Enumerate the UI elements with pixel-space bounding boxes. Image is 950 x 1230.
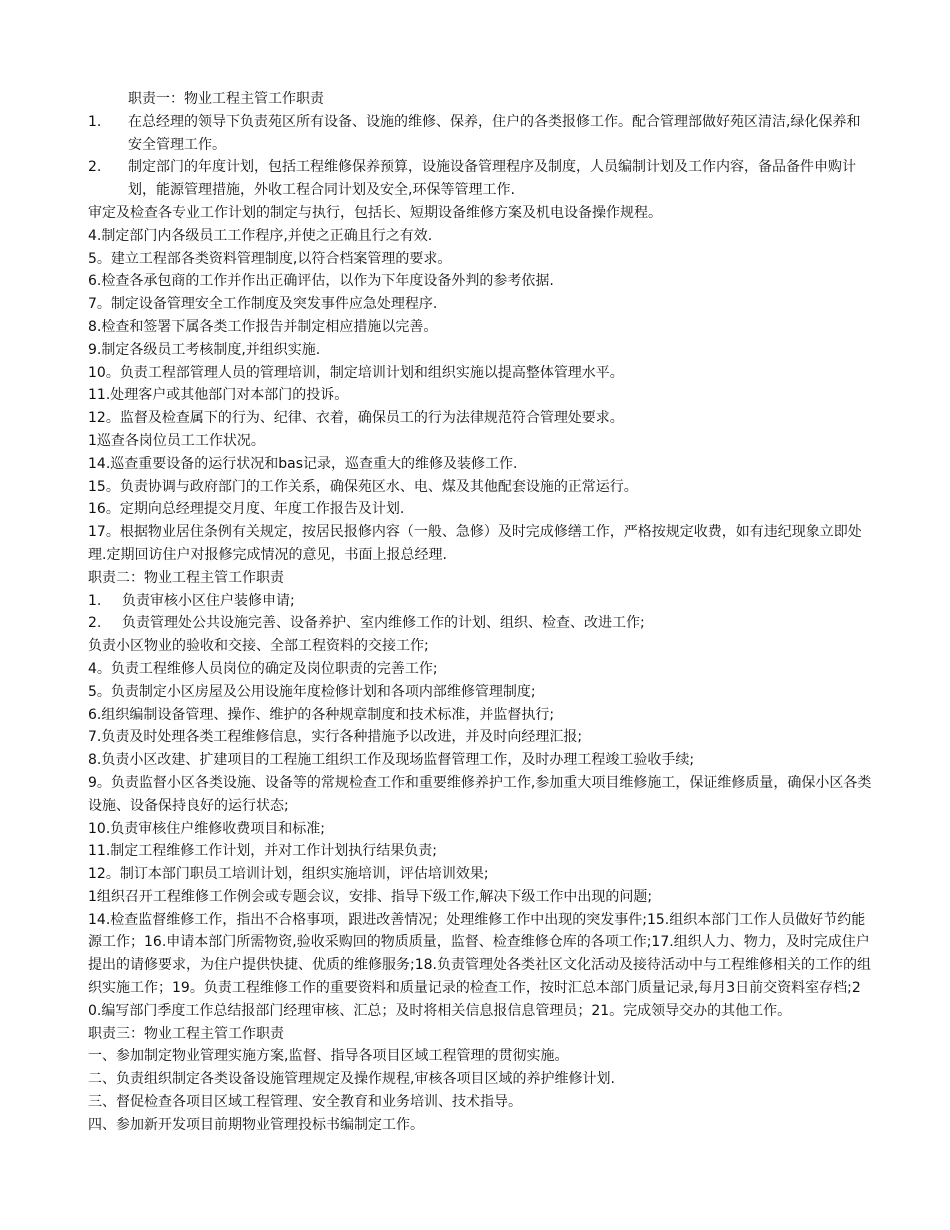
paragraph-line: 四、参加新开发项目前期物业管理投标书编制定工作。 — [88, 1116, 424, 1133]
paragraph-line: 一、参加制定物业管理实施方案,监督、指导各项目区域工程管理的贯彻实施。 — [88, 1048, 569, 1065]
paragraph-line: 12。制订本部门职员工培训计划，组织实施培训，评估培训效果; — [88, 866, 489, 883]
paragraph-line: 14.巡查重要设备的运行状况和bas记录，巡查重大的维修及装修工作. — [88, 455, 518, 472]
section1-title: 职责一：物业工程主管工作职责 — [128, 91, 324, 107]
paragraph-line: 5。负责制定小区房屋及公用设施年度检修计划和各项内部维修管理制度; — [88, 683, 536, 700]
section2-item-1 — [88, 590, 872, 613]
paragraph-line: 16。定期向总经理提交月度、年度工作报告及计划. — [88, 501, 405, 518]
paragraph-line: 11.制定工程维修工作计划，并对工作计划执行结果负责; — [88, 843, 437, 860]
section1-item-1 — [88, 111, 872, 157]
section3-title: 职责三：物业工程主管工作职责 — [88, 1025, 284, 1042]
paragraph-line: 11.处理客户或其他部门对本部门的投诉。 — [88, 387, 349, 404]
paragraph-line: 6.检查各承包商的工作并作出正确评估，以作为下年度设备外判的参考依据. — [88, 273, 554, 290]
paragraph-line: 7。制定设备管理安全工作制度及突发事件应急处理程序. — [88, 296, 438, 313]
paragraph-line: 8.检查和签署下属各类工作报告并制定相应措施以完善。 — [88, 318, 438, 335]
item-text: 在总经理的领导下负责苑区所有设备、设施的维修、保养，住户的各类报修工作。配合管理部做好苑区清洁,绿化保养和安全管理工作。 — [128, 113, 861, 153]
paragraph-line: 1巡查各岗位员工工作状况。 — [88, 432, 265, 449]
paragraph-line: 4。负责工程维修人员岗位的确定及岗位职责的完善工作; — [88, 660, 438, 677]
item-number: 2. — [88, 615, 102, 632]
paragraph-line: 8.负责小区改建、扩建项目的工程施工组织工作及现场监督管理工作，及时办理工程竣工验收手续; — [88, 752, 695, 769]
paragraph-line: 14.检查监督维修工作，指出不合格事项，跟进改善情况；处理维修工作中出现的突发事件;15.组织本部门工作人员做好节约能源工作；16.申请本部门所需物资,验收采购回的物质质量，监督、检查维修仓库的各项工作;17.组织人力、物力，及时完成住户提出的请修要求，为住户提供快捷、优质的维修服务;18.负责管理处各类社区文化活动及接待活动中与工程维修相关的工作的组织实施工作；19。负责工程维修工作的重要资料和质量记录的检查工作，按时汇总本部门质量记录,每月3日前交资料室存档;20.编写部门季度工作总结报部门经理审核、汇总；及时将相关信息报信息管理员；21。完成领导交办的其他工作。 — [88, 911, 871, 1019]
paragraph-line: 二、负责组织制定各类设备设施管理规定及操作规程,审核各项目区域的养护维修计划. — [88, 1071, 615, 1088]
item-number: 1. — [88, 592, 102, 609]
paragraph-line: 三、督促检查各项目区域工程管理、安全教育和业务培训、技术指导。 — [88, 1094, 522, 1111]
paragraph-line: 6.组织编制设备管理、操作、维护的各种规章制度和技术标准，并监督执行; — [88, 706, 555, 723]
paragraph-line: 10.负责审核住户维修收费项目和标准; — [88, 820, 325, 837]
item-text: 制定部门的年度计划，包括工程维修保养预算，设施设备管理程序及制度，人员编制计划及工作内容，备品备件申购计划，能源管理措施，外收工程合同计划及安全,环保等管理工作. — [128, 159, 856, 199]
paragraph-line: 15。负责协调与政府部门的工作关系，确保苑区水、电、煤及其他配套设施的正常运行。 — [88, 478, 638, 495]
paragraph-line: 10。负责工程部管理人员的管理培训，制定培训计划和组织实施以提高整体管理水平。 — [88, 364, 624, 381]
paragraph-line: 17。根据物业居住条例有关规定，按居民报修内容（一般、急修）及时完成修缮工作，严格按规定收费，如有违纪现象立即处理.定期回访住户对报修完成情况的意见，书面上报总经理. — [88, 524, 862, 563]
item-text: 负责管理处公共设施完善、设备养护、室内维修工作的计划、组织、检查、改进工作; — [122, 615, 645, 632]
item-text: 负责审核小区住户装修申请; — [122, 592, 295, 609]
item-number: 1. — [88, 113, 102, 130]
paragraph-line: 5。建立工程部各类资料管理制度,以符合档案管理的要求。 — [88, 250, 452, 267]
document-body — [88, 88, 872, 1137]
section2-title: 职责二：物业工程主管工作职责 — [88, 569, 284, 586]
paragraph-line: 9。负责监督小区各类设施、设备等的常规检查工作和重要维修养护工作,参加重大项目维修施工，保证维修质量，确保小区各类设施、设备保持良好的运行状态; — [88, 774, 872, 814]
paragraph-line: 12。监督及检查属下的行为、纪律、衣着，确保员工的行为法律规范符合管理处要求。 — [88, 410, 624, 427]
paragraph-line: 审定及检查各专业工作计划的制定与执行，包括长、短期设备维修方案及机电设备操作规程。 — [88, 204, 662, 221]
section2-item-2 — [88, 612, 872, 635]
paragraph-line: 负责小区物业的验收和交接、全部工程资料的交接工作; — [88, 638, 429, 655]
section1-item-2 — [88, 156, 872, 202]
paragraph-line: 1组织召开工程维修工作例会或专题会议，安排、指导下级工作,解决下级工作中出现的问题; — [88, 888, 653, 905]
paragraph-line: 7.负责及时处理各类工程维修信息，实行各种措施予以改进，并及时向经理汇报; — [88, 729, 583, 746]
paragraph-line: 4.制定部门内各级员工工作程序,并使之正确且行之有效. — [88, 227, 433, 244]
paragraph-line: 9.制定各级员工考核制度,并组织实施. — [88, 341, 321, 358]
item-number: 2. — [88, 159, 102, 176]
